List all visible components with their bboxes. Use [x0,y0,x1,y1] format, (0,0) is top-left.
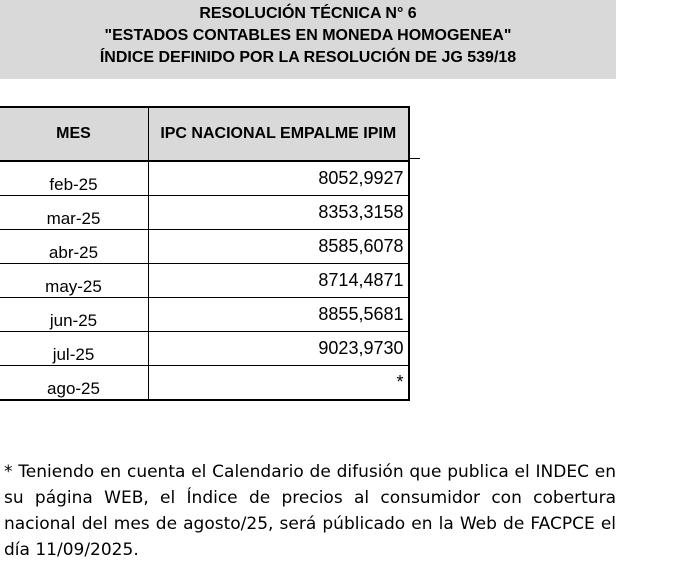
title-banner [0,0,616,79]
mes-cell: feb-25 [0,161,149,196]
footnote: * Teniendo en cuenta el Calendario de difusión que publica el INDEC en su página WEB, el Índice de precios al consumidor con cobertura nacional del mes de agosto/25, será públicado en la Web de FACPCE el día 11/09/2025. [4,462,616,560]
table-row [0,366,409,401]
column-header-ipc: IPC NACIONAL EMPALME IPIM [149,107,409,161]
title-line-3: ÍNDICE DEFINIDO POR LA RESOLUCIÓN DE JG 539/18 [99,49,517,66]
mes-cell: abr-25 [0,230,149,264]
ipc-value-cell: 8353,3158 [149,196,409,230]
ipc-table [0,106,410,401]
table-row [0,298,409,332]
column-header-mes: MES [0,107,149,161]
table-row [0,264,409,298]
table-row [0,161,409,196]
table-header-row [0,107,409,161]
mes-cell: ago-25 [0,366,149,401]
ipc-value-cell: 8585,6078 [149,230,409,264]
ipc-value-cell: 9023,9730 [149,332,409,366]
title-line-1: RESOLUCIÓN TÉCNICA N° 6 [199,5,417,22]
ipc-value-cell: 8855,5681 [149,298,409,332]
ipc-value-cell: 8714,4871 [149,264,409,298]
ipc-value-cell: 8052,9927 [149,161,409,196]
table-row [0,230,409,264]
mes-cell: jun-25 [0,298,149,332]
mes-cell: mar-25 [0,196,149,230]
mes-cell: may-25 [0,264,149,298]
table-row [0,332,409,366]
table-row [0,196,409,230]
ipc-value-cell: * [149,366,409,401]
mes-cell: jul-25 [0,332,149,366]
title-line-2: "ESTADOS CONTABLES EN MONEDA HOMOGENEA" [104,27,512,44]
header-divider-extension [408,158,420,159]
